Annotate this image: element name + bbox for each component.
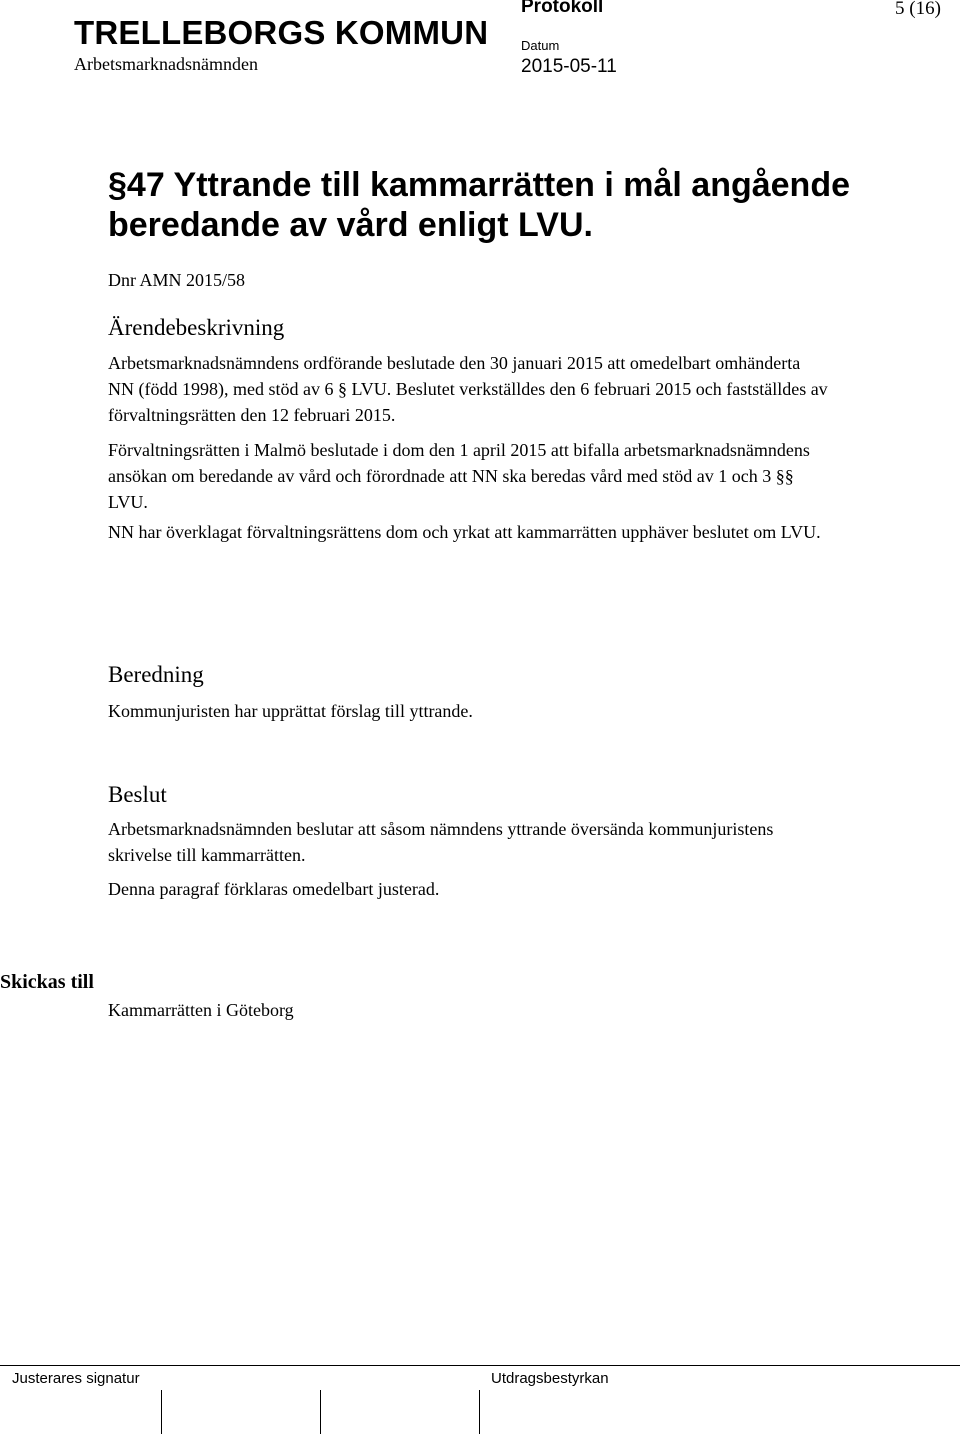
footer-divider	[0, 1365, 960, 1366]
paragraph: Denna paragraf förklaras omedelbart justerad.	[108, 879, 440, 899]
signature-box-divider	[161, 1390, 162, 1434]
section-heading-beslut: Beslut	[108, 782, 167, 807]
section-heading-skickas-till: Skickas till	[0, 971, 94, 993]
page-number: 5 (16)	[895, 0, 941, 19]
paragraph: Kommunjuristen har upprättat förslag till yttrande.	[108, 701, 473, 721]
signature-box-divider	[479, 1390, 480, 1434]
page-title: §47 Yttrande till kammarrätten i mål angående beredande av vård enligt LVU.	[108, 166, 850, 244]
paragraph: Kammarrätten i Göteborg	[108, 1000, 294, 1020]
committee-name: Arbetsmarknadsnämnden	[74, 54, 258, 74]
paragraph: NN har överklagat förvaltningsrättens dom och yrkat att kammarrätten upphäver beslutet om LVU.	[108, 522, 821, 542]
date-label: Datum	[521, 38, 560, 53]
section-heading-beredning: Beredning	[108, 662, 204, 687]
document-type: Protokoll	[521, 0, 604, 17]
case-number: Dnr AMN 2015/58	[108, 270, 246, 290]
paragraph: Arbetsmarknadsnämnden beslutar att såsom nämndens yttrande översända kommunjuristens skrivelse till kammarrätten.	[108, 819, 774, 865]
org-name: TRELLEBORGS KOMMUN	[74, 14, 489, 51]
paragraph: Arbetsmarknadsnämndens ordförande beslutade den 30 januari 2015 att omedelbart omhänderta NN (född 1998), med stöd av 6 § LVU. Beslutet verkställdes den 6 februari 2015 och fastställdes av förvaltningsrätten den 12 februari 2015.	[108, 353, 828, 425]
paragraph: Förvaltningsrätten i Malmö beslutade i dom den 1 april 2015 att bifalla arbetsmarknadsnämndens ansökan om beredande av vård och förordnade att NN ska beredas vård med stöd av 1 och 3 §§ LVU.	[108, 440, 810, 512]
date-value: 2015-05-11	[521, 56, 617, 77]
signature-box-divider	[320, 1390, 321, 1434]
section-heading-arendebeskrivning: Ärendebeskrivning	[108, 315, 285, 340]
signature-label: Justerares signatur	[12, 1370, 140, 1387]
certification-label: Utdragsbestyrkan	[491, 1370, 609, 1387]
